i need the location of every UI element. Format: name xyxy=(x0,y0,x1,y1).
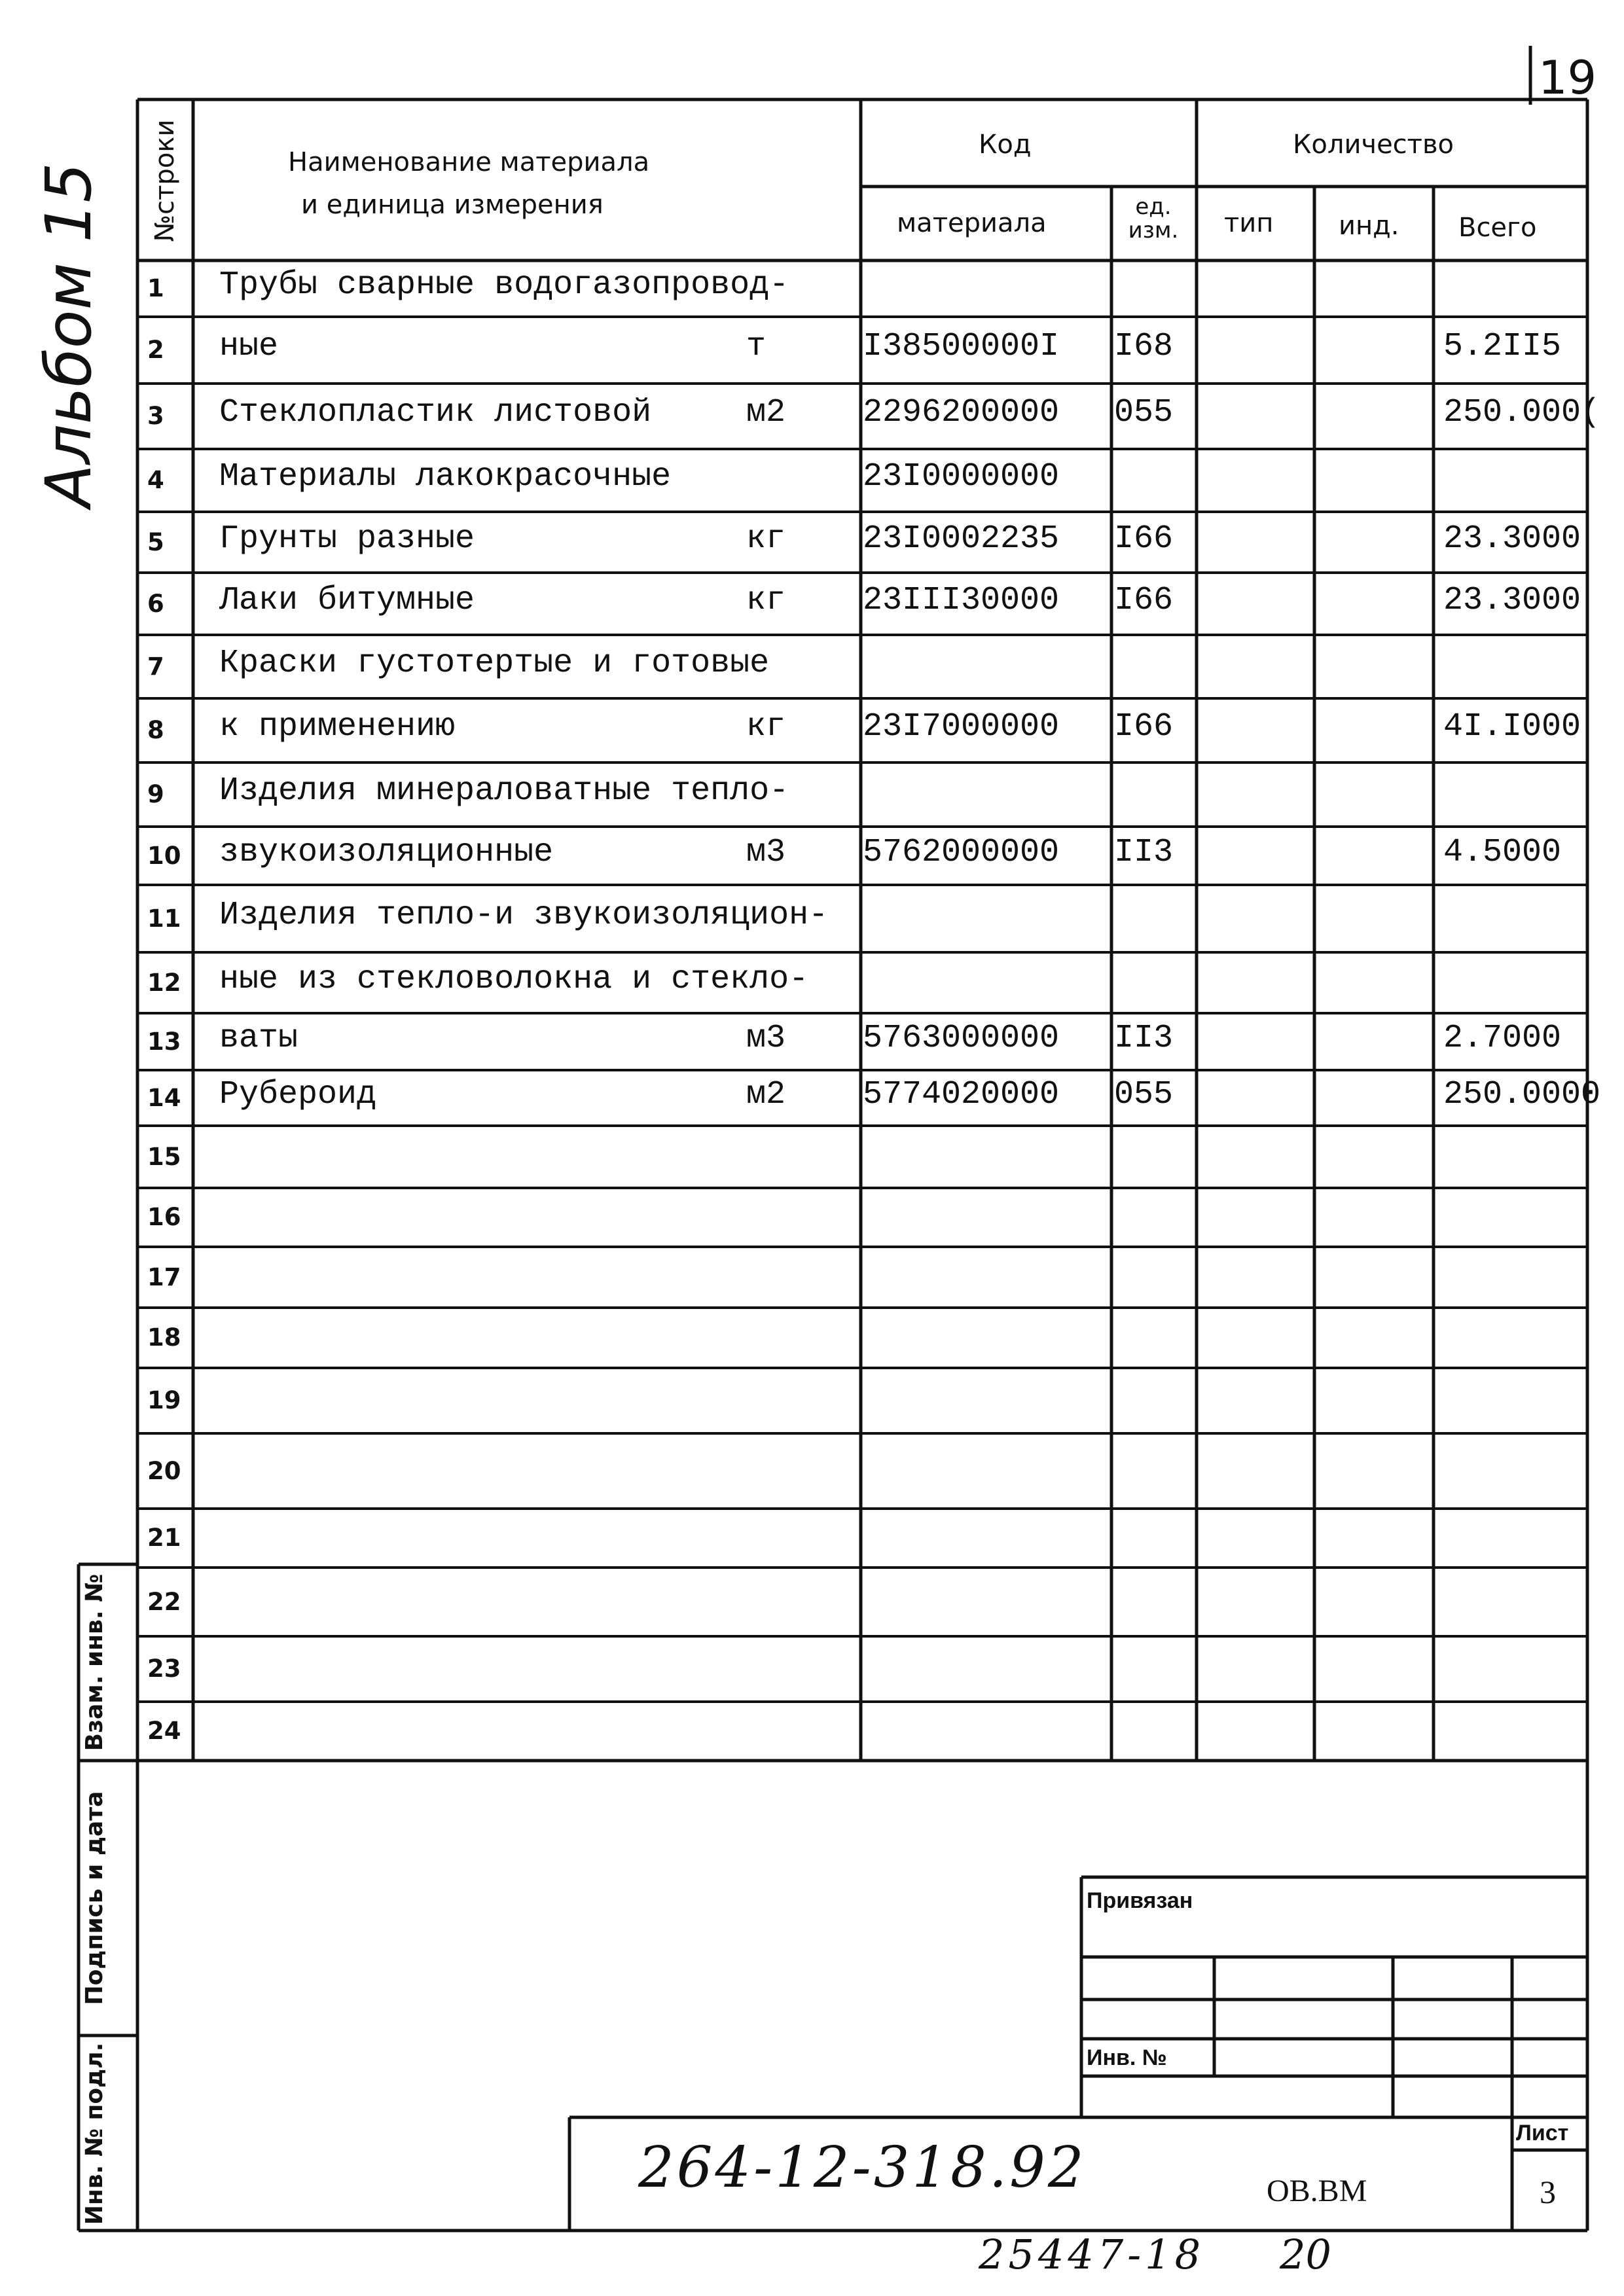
material-name: ные xyxy=(219,328,279,365)
total-quantity: 23.3000 xyxy=(1443,581,1581,619)
total-quantity: 4I.I000 xyxy=(1443,708,1581,745)
row-number: 1 xyxy=(147,274,164,302)
row-number: 13 xyxy=(147,1027,181,1056)
material-unit: кг xyxy=(746,708,786,745)
material-name: Краски густотертые и готовые xyxy=(219,644,770,682)
footer-number: 25447-18 xyxy=(979,2231,1205,2278)
material-code: 23I7000000 xyxy=(863,708,1060,745)
header-code-material: материала xyxy=(897,208,1047,238)
row-number: 11 xyxy=(147,904,181,933)
material-name: Лаки битумные xyxy=(219,581,475,619)
material-unit: м2 xyxy=(746,1075,786,1113)
album-label: Альбом 15 xyxy=(32,162,105,507)
material-code: 23I0002235 xyxy=(863,520,1060,558)
row-number: 22 xyxy=(147,1587,181,1616)
stamp-sheet-number: 3 xyxy=(1540,2174,1556,2210)
unit-code: I66 xyxy=(1114,708,1174,745)
material-name: ные из стекловолокна и стекло- xyxy=(219,960,809,998)
margin-inv-podl-label: Инв. № подл. xyxy=(81,2042,108,2225)
unit-code: 055 xyxy=(1114,394,1174,431)
header-name-line1: Наименование материала xyxy=(288,147,650,177)
total-quantity: 5.2II5 xyxy=(1443,328,1562,365)
row-number: 24 xyxy=(147,1717,181,1745)
material-unit: м3 xyxy=(746,833,786,871)
row-number: 19 xyxy=(147,1386,181,1414)
total-quantity: 23.3000 xyxy=(1443,520,1581,558)
margin-podpis-label: Подпись и дата xyxy=(81,1791,108,2005)
material-unit: кг xyxy=(746,581,786,619)
margin-vzam-label: Взам. инв. № xyxy=(81,1573,108,1751)
total-quantity: 250.0000 xyxy=(1443,1075,1601,1113)
material-code: 5763000000 xyxy=(863,1019,1060,1057)
row-number: 21 xyxy=(147,1524,181,1552)
header-name-line2: и единица измерения xyxy=(301,190,604,220)
row-number: 23 xyxy=(147,1655,181,1683)
material-code: 23III30000 xyxy=(863,581,1060,619)
material-unit: кг xyxy=(746,520,786,558)
total-quantity: 2.7000 xyxy=(1443,1019,1562,1057)
stamp-doc-number: 264-12-318.92 xyxy=(638,2135,1087,2200)
header-qty-type: тип xyxy=(1224,208,1274,238)
row-number: 8 xyxy=(147,716,164,744)
material-name: Изделия тепло-и звукоизоляцион- xyxy=(219,896,829,934)
material-unit: м2 xyxy=(746,394,786,431)
material-name: Материалы лакокрасочные xyxy=(219,458,672,495)
row-number: 4 xyxy=(147,466,164,494)
row-number: 15 xyxy=(147,1142,181,1171)
row-number: 12 xyxy=(147,968,181,997)
unit-code: II3 xyxy=(1114,1019,1174,1057)
material-name: к применению xyxy=(219,708,456,745)
material-name: Изделия минераловатные тепло- xyxy=(219,772,789,810)
row-number: 20 xyxy=(147,1456,181,1485)
footer-page: 20 xyxy=(1280,2231,1331,2278)
row-number: 17 xyxy=(147,1263,181,1291)
page-number: 19 xyxy=(1538,51,1597,105)
material-name: Грунты разные xyxy=(219,520,475,558)
row-number: 9 xyxy=(147,780,164,808)
row-number: 3 xyxy=(147,402,164,430)
unit-code: I66 xyxy=(1114,581,1174,619)
stamp-privyazan: Привязан xyxy=(1087,1888,1193,1913)
row-number: 16 xyxy=(147,1203,181,1231)
row-number: 18 xyxy=(147,1323,181,1352)
material-code: 5774020000 xyxy=(863,1075,1060,1113)
header-qty-total: Всего xyxy=(1458,213,1537,243)
header-qty-ind: инд. xyxy=(1339,211,1399,241)
stamp-list-label: Лист xyxy=(1516,2121,1569,2145)
material-unit: м3 xyxy=(746,1019,786,1057)
stamp-inv-no: Инв. № xyxy=(1087,2045,1167,2070)
material-code: 23I0000000 xyxy=(863,458,1060,495)
material-code: 2296200000 xyxy=(863,394,1060,431)
header-code: Код xyxy=(979,130,1032,160)
material-name: звукоизоляционные xyxy=(219,833,554,871)
stamp-doc-code: ОВ.ВМ xyxy=(1267,2174,1367,2208)
material-name: Трубы сварные водогазопровод- xyxy=(219,266,789,304)
row-number: 2 xyxy=(147,336,164,364)
material-name: Стеклопластик листовой xyxy=(219,394,652,431)
header-qty: Количество xyxy=(1293,130,1454,160)
unit-code: 055 xyxy=(1114,1075,1174,1113)
header-rownum: №строки xyxy=(150,119,180,242)
row-number: 7 xyxy=(147,652,164,681)
header-code-unit: ед. изм. xyxy=(1128,194,1179,243)
row-number: 10 xyxy=(147,841,181,870)
row-number: 6 xyxy=(147,589,164,618)
material-code: I38500000I xyxy=(863,328,1060,365)
unit-code: I66 xyxy=(1114,520,1174,558)
unit-code: II3 xyxy=(1114,833,1174,871)
material-code: 5762000000 xyxy=(863,833,1060,871)
row-number: 14 xyxy=(147,1083,181,1112)
material-name: Рубероид xyxy=(219,1075,377,1113)
material-unit: т xyxy=(746,328,767,365)
total-quantity: 250.000( xyxy=(1443,394,1601,431)
unit-code: I68 xyxy=(1114,328,1174,365)
material-name: ваты xyxy=(219,1019,298,1057)
total-quantity: 4.5000 xyxy=(1443,833,1562,871)
row-number: 5 xyxy=(147,528,164,556)
